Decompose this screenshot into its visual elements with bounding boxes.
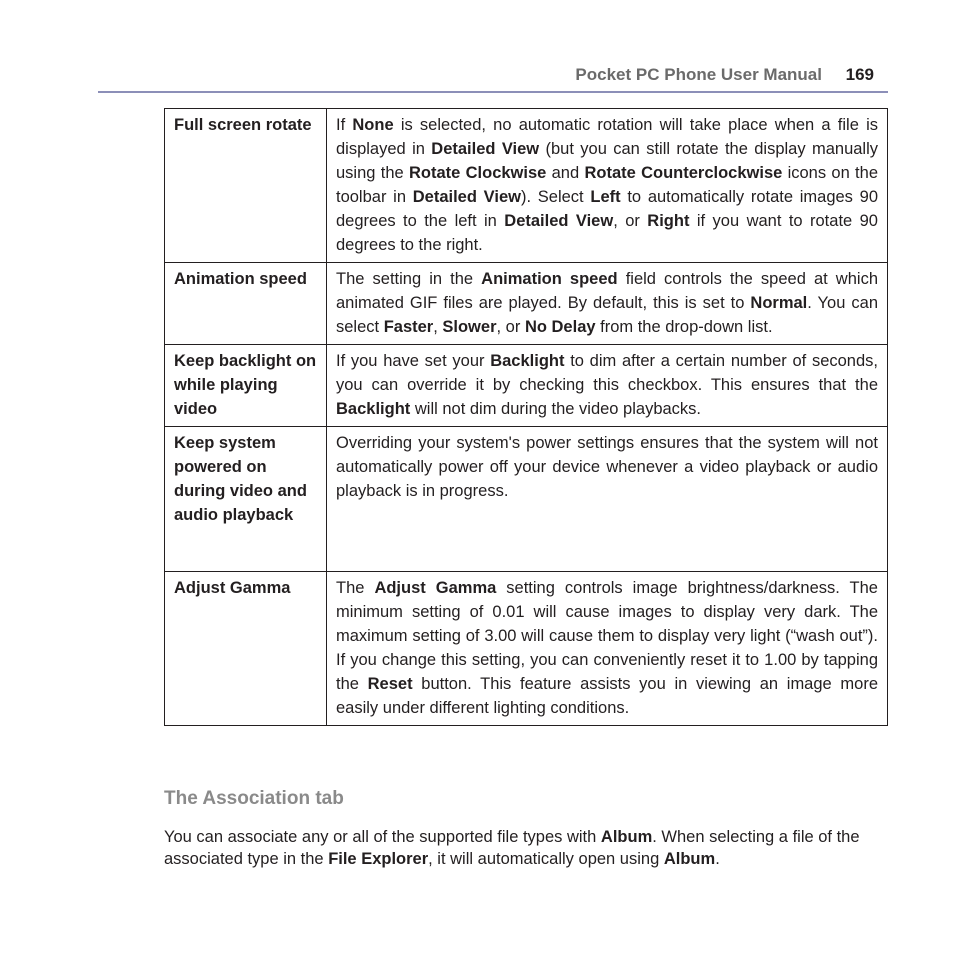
setting-name: Animation speed (165, 263, 327, 345)
table-row (165, 572, 888, 726)
text-segment: If (336, 116, 353, 134)
page-number: 169 (845, 65, 874, 84)
text-segment: ). Select (520, 188, 591, 206)
setting-description (327, 263, 888, 345)
text-segment: If you have set your (336, 352, 491, 370)
text-segment: . (715, 850, 720, 868)
text-segment: and (546, 164, 585, 182)
text-segment: icons on the toolbar in (336, 164, 878, 206)
bold-term: File Explorer (328, 850, 429, 868)
bold-term: Backlight (336, 400, 411, 418)
bold-term: Right (647, 212, 690, 230)
text-segment: The setting in the (336, 270, 482, 288)
text-segment: You can associate any or all of the supported file types with (164, 828, 601, 846)
section-heading: The Association tab (164, 788, 344, 809)
text-segment: from the drop-down list. (595, 318, 773, 336)
table-row (165, 263, 888, 345)
section-paragraph (164, 826, 888, 870)
setting-name: Full screen rotate (165, 109, 327, 263)
text-segment: (but you can still rotate the display manually using the (336, 140, 879, 182)
bold-term: Detailed View (431, 140, 540, 158)
text-segment: if you want to rotate 90 degrees to the right. (336, 212, 878, 254)
bold-term: Reset (367, 675, 413, 693)
text-segment: Overriding your system's power settings ensures that the system will not automatically power off your device whenever a video playback or audio playback is in progress. (336, 434, 878, 500)
page-header (98, 63, 888, 93)
setting-description (327, 109, 888, 263)
bold-term: Normal (750, 294, 808, 312)
text-segment: button. This feature assists you in viewing an image more easily under different lighting conditions. (336, 675, 879, 717)
bold-term: Detailed View (412, 188, 521, 206)
bold-term: Album (663, 850, 716, 868)
bold-term: No Delay (524, 318, 596, 336)
bold-term: Backlight (490, 352, 565, 370)
text-segment: . When selecting a file of the associated type in the (164, 828, 860, 868)
bold-term: None (352, 116, 394, 134)
bold-term: Rotate Counterclockwise (584, 164, 783, 182)
text-segment: will not dim during the video playbacks. (410, 400, 702, 418)
bold-term: Animation speed (481, 270, 618, 288)
setting-description (327, 345, 888, 427)
text-segment: to automatically rotate images 90 degrees to the left in (336, 188, 879, 230)
text-segment: field controls the speed at which animated GIF files are played. By default, this is set to (336, 270, 878, 312)
text-segment: , it will automatically open using (428, 850, 664, 868)
setting-name: Adjust Gamma (165, 572, 327, 726)
bold-term: Left (590, 188, 621, 206)
setting-name: Keep backlight on while playing video (165, 345, 327, 427)
bold-term: Slower (442, 318, 497, 336)
text-segment: , or (496, 318, 525, 336)
setting-description (327, 572, 888, 726)
bold-term: Rotate Clockwise (408, 164, 547, 182)
text-segment: , (433, 318, 443, 336)
bold-term: Detailed View (504, 212, 614, 230)
text-segment: The (336, 579, 375, 597)
table-row (165, 345, 888, 427)
text-segment: setting controls image brightness/darkness. The minimum setting of 0.01 will cause images to display very dark. The maximum setting of 3.00 will cause them to display very light (“wash out”). If you change this setting, you can conveniently reset it to 1.00 by tapping the (336, 579, 878, 693)
text-segment: to dim after a certain number of seconds, you can override it by checking this checkbox. This ensures that the (336, 352, 878, 394)
bold-term: Album (600, 828, 653, 846)
manual-title: Pocket PC Phone User Manual (575, 65, 822, 84)
text-segment: , or (613, 212, 648, 230)
bold-term: Adjust Gamma (374, 579, 497, 597)
settings-table (164, 108, 888, 726)
setting-name: Keep system powered on during video and audio playback (165, 427, 327, 572)
bold-term: Faster (383, 318, 434, 336)
table-row (165, 109, 888, 263)
text-segment: . You can select (336, 294, 878, 336)
table-row (165, 427, 888, 572)
setting-description (327, 427, 888, 572)
text-segment: is selected, no automatic rotation will take place when a file is displayed in (336, 116, 878, 158)
